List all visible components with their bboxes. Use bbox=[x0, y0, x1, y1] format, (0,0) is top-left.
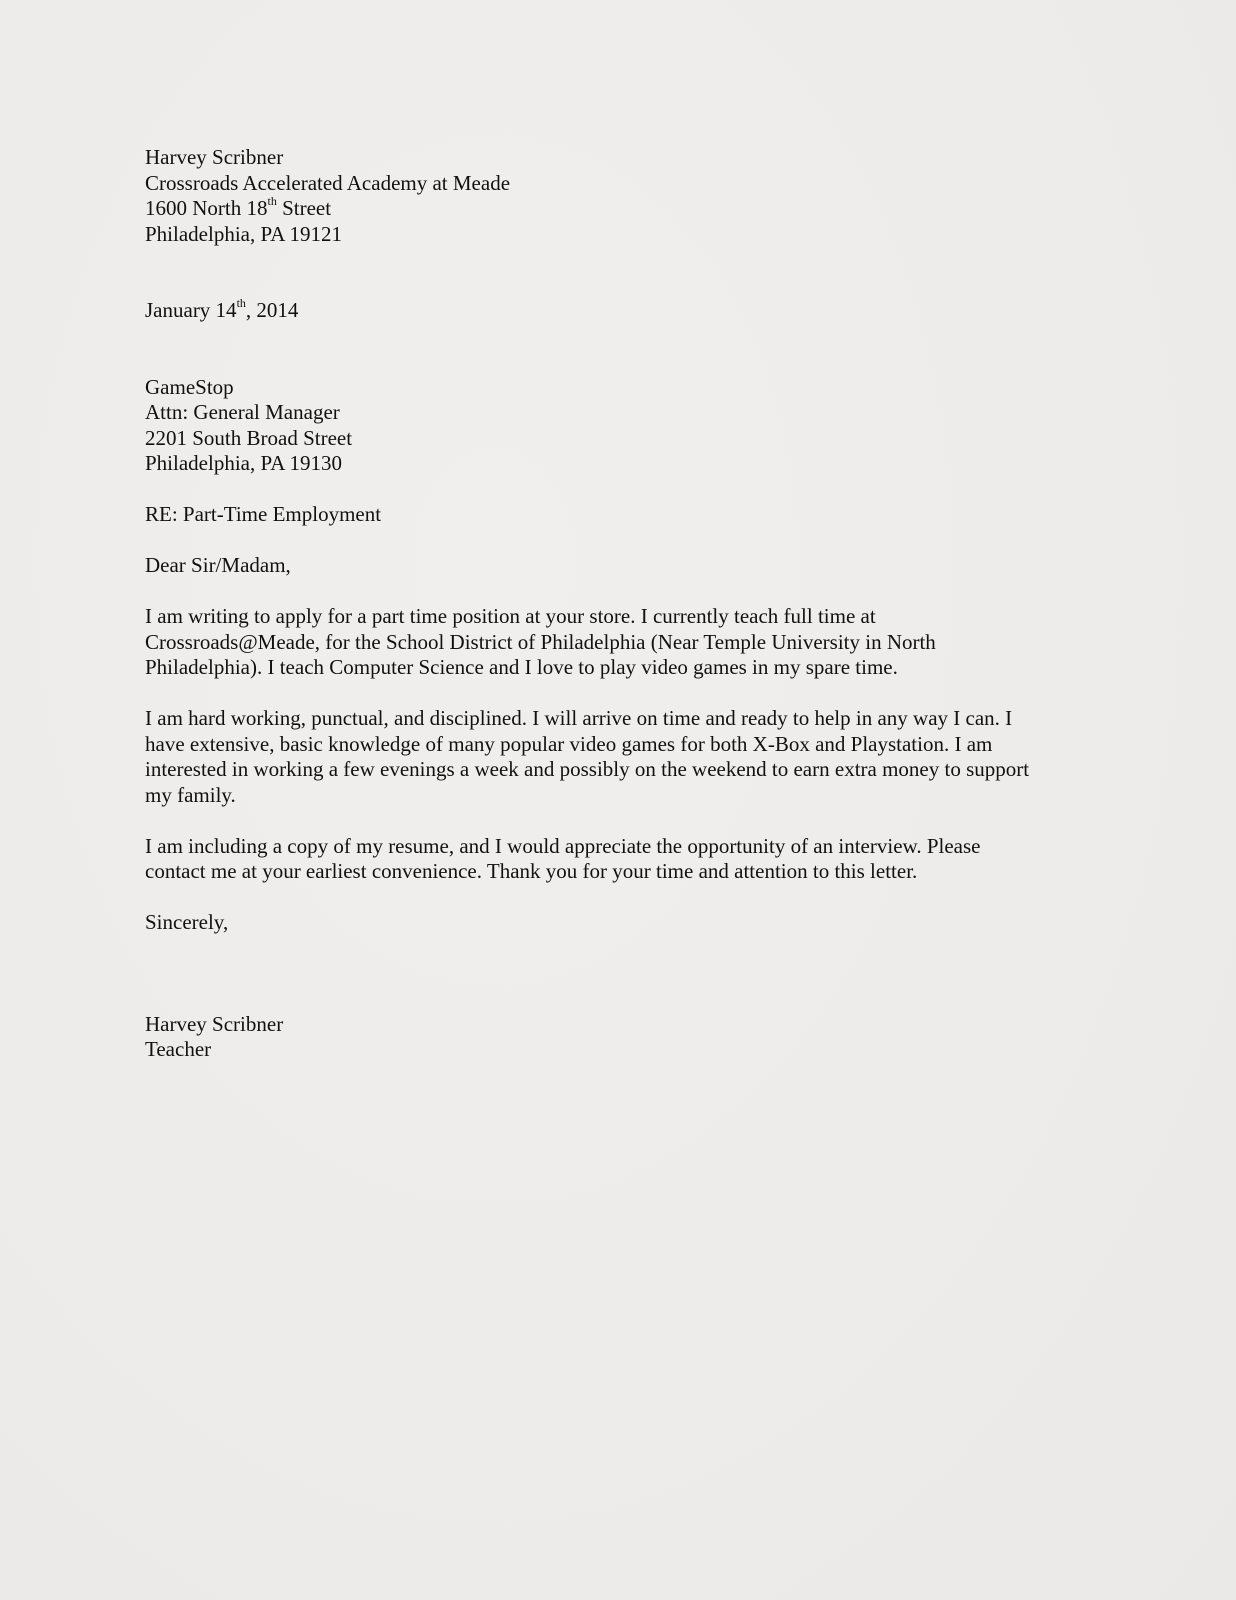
body-paragraph-2: I am hard working, punctual, and disciplined. I will arrive on time and ready to help in any way I can. I have extensive, basic knowledge of many popular video games for both X-Box and Playstation. I am interested in working a few evenings a week and possibly on the weekend to earn extra money to support my family. bbox=[145, 706, 1030, 807]
body-paragraph-3: I am including a copy of my resume, and I would appreciate the opportunity of an interview. Please contact me at your earliest convenience. Thank you for your time and attention to this letter. bbox=[145, 833, 981, 883]
salutation: Dear Sir/Madam, bbox=[145, 553, 291, 577]
sender-address bbox=[145, 145, 1105, 247]
recipient-city: Philadelphia, PA 19130 bbox=[145, 451, 342, 475]
cover-letter bbox=[145, 145, 1105, 1063]
signature-name: Harvey Scribner bbox=[145, 1011, 284, 1036]
recipient-attention: Attn: General Manager bbox=[145, 400, 340, 424]
signature-title: Teacher bbox=[145, 1037, 212, 1061]
signature-block bbox=[145, 1012, 1105, 1063]
sender-school: Crossroads Accelerated Academy at Meade bbox=[145, 170, 511, 195]
letter-date: January 14th, 2014 bbox=[145, 296, 299, 322]
recipient-address bbox=[145, 375, 1105, 477]
sender-city: Philadelphia, PA 19121 bbox=[145, 221, 342, 246]
body-paragraph-1: I am writing to apply for a part time position at your store. I currently teach full time at Crossroads@Meade, for the School District of Philadelphia (Near Temple University in North Philadelphia). I teach Computer Science and I love to play video games in my spare time. bbox=[145, 604, 936, 679]
recipient-street: 2201 South Broad Street bbox=[145, 425, 353, 450]
sender-name: Harvey Scribner bbox=[145, 145, 284, 169]
sender-street: 1600 North 18th Street bbox=[145, 194, 332, 220]
subject-line: RE: Part-Time Employment bbox=[145, 502, 382, 526]
closing: Sincerely, bbox=[145, 910, 229, 934]
recipient-company: GameStop bbox=[145, 374, 234, 399]
